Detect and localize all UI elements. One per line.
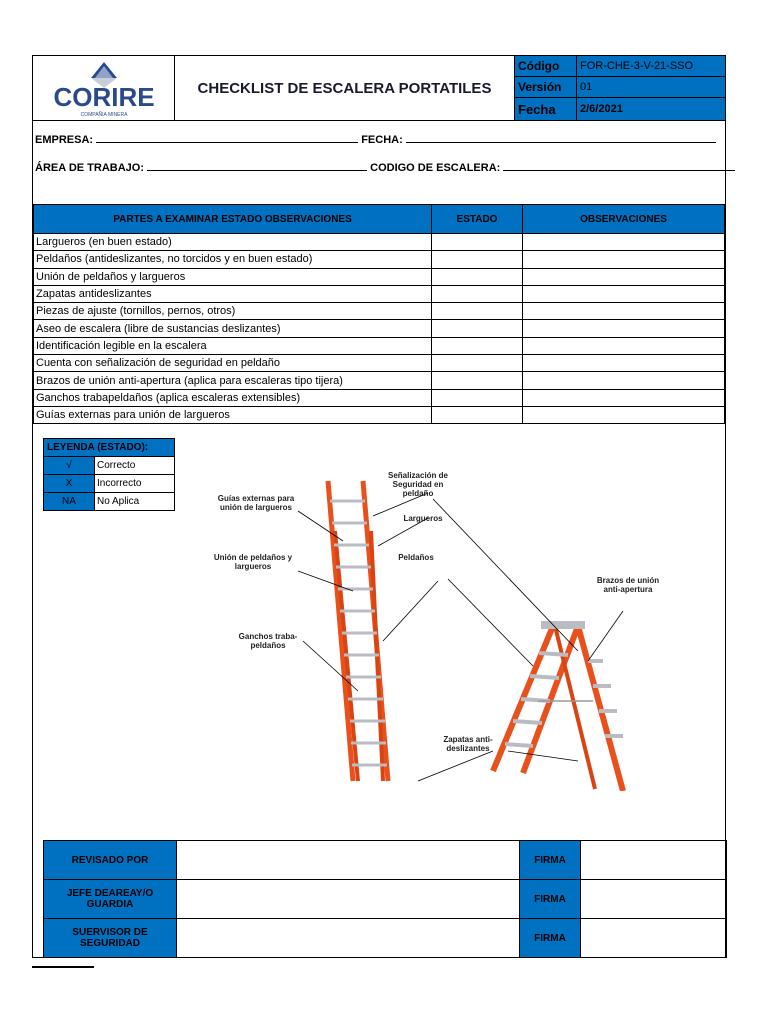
checklist-item-label: Zapatas antideslizantes bbox=[34, 285, 432, 302]
observaciones-cell[interactable] bbox=[523, 406, 725, 423]
empresa-field[interactable] bbox=[96, 132, 358, 143]
observaciones-cell[interactable] bbox=[523, 234, 725, 251]
estado-cell[interactable] bbox=[432, 355, 523, 372]
signature-role: REVISADO POR bbox=[44, 841, 177, 880]
empresa-line bbox=[35, 132, 716, 146]
observaciones-cell[interactable] bbox=[523, 285, 725, 302]
observaciones-cell[interactable] bbox=[523, 251, 725, 268]
firma-label: FIRMA bbox=[520, 841, 581, 880]
checklist-item-label: Ganchos trabapeldaños (aplica escaleras extensibles) bbox=[34, 389, 432, 406]
corire-logo-icon bbox=[33, 56, 175, 121]
label-peldanos: Peldaños bbox=[398, 553, 434, 562]
legend-title: LEYENDA (ESTADO): bbox=[44, 439, 174, 457]
checklist-row bbox=[34, 268, 725, 285]
legend-symbol: X bbox=[44, 475, 95, 492]
label-largueros: Largueros bbox=[403, 514, 443, 523]
label-senalizacion: Señalización de Seguridad en peldaño bbox=[387, 471, 449, 498]
checklist-item-label: Brazos de unión anti-apertura (aplica para escaleras tipo tijera) bbox=[34, 372, 432, 389]
meta-key: Fecha bbox=[515, 98, 577, 120]
legend-text: Incorrecto bbox=[97, 478, 142, 489]
checklist-row bbox=[34, 285, 725, 302]
area-line bbox=[35, 160, 735, 174]
signature-table bbox=[43, 840, 727, 958]
meta-value: 2/6/2021 bbox=[580, 103, 623, 115]
meta-row-codigo bbox=[515, 56, 725, 77]
checklist-row bbox=[34, 234, 725, 251]
signature-role: JEFE DEAREAY/O GUARDIA bbox=[44, 880, 177, 919]
signature-row bbox=[44, 880, 727, 919]
checklist-row bbox=[34, 355, 725, 372]
signature-name-field[interactable] bbox=[177, 841, 520, 880]
checklist-sheet bbox=[32, 55, 726, 958]
codigo-field[interactable] bbox=[503, 160, 735, 171]
legend-text: Correcto bbox=[97, 460, 136, 471]
col-header-partes: PARTES A EXAMINAR ESTADO OBSERVACIONES bbox=[34, 205, 432, 234]
extension-ladder-icon bbox=[328, 481, 388, 781]
signature-row bbox=[44, 841, 727, 880]
legend-row bbox=[44, 493, 174, 510]
observaciones-cell[interactable] bbox=[523, 320, 725, 337]
fecha-label: FECHA: bbox=[361, 134, 403, 146]
estado-cell[interactable] bbox=[432, 251, 523, 268]
observaciones-cell[interactable] bbox=[523, 355, 725, 372]
firma-field[interactable] bbox=[581, 841, 727, 880]
label-brazos: Brazos de unión anti-apertura bbox=[596, 576, 660, 594]
checklist-table bbox=[33, 204, 725, 424]
checklist-item-label: Guías externas para unión de largueros bbox=[34, 406, 432, 423]
col-header-observaciones: OBSERVACIONES bbox=[523, 205, 725, 234]
estado-cell[interactable] bbox=[432, 406, 523, 423]
meta-value: FOR-CHE-3-V-21-SSO bbox=[580, 60, 694, 72]
meta-row-version bbox=[515, 77, 725, 98]
step-ladder-icon bbox=[493, 621, 623, 791]
legend-box bbox=[43, 438, 175, 511]
signature-row bbox=[44, 919, 727, 958]
document-title: CHECKLIST DE ESCALERA PORTATILES bbox=[175, 56, 515, 121]
legend-row bbox=[44, 457, 174, 475]
checklist-item-label: Aseo de escalera (libre de sustancias deslizantes) bbox=[34, 320, 432, 337]
firma-field[interactable] bbox=[581, 919, 727, 958]
checklist-row bbox=[34, 389, 725, 406]
checklist-item-label: Largueros (en buen estado) bbox=[34, 234, 432, 251]
legend-text: No Aplica bbox=[97, 496, 140, 507]
meta-row-fecha bbox=[515, 98, 725, 121]
estado-cell[interactable] bbox=[432, 372, 523, 389]
logo-subtext: COMPAÑIA MINERA bbox=[80, 112, 128, 118]
legend-row bbox=[44, 475, 174, 493]
checklist-item-label: Peldaños (antideslizantes, no torcidos y en buen estado) bbox=[34, 251, 432, 268]
observaciones-cell[interactable] bbox=[523, 268, 725, 285]
estado-cell[interactable] bbox=[432, 234, 523, 251]
checklist-row bbox=[34, 337, 725, 354]
firma-label: FIRMA bbox=[520, 880, 581, 919]
checklist-body bbox=[34, 234, 725, 424]
checklist-row bbox=[34, 406, 725, 423]
label-union: Unión de peldaños y largueros bbox=[213, 553, 293, 571]
label-ganchos: Ganchos traba-peldaños bbox=[238, 632, 298, 650]
meta-key: Código bbox=[515, 56, 577, 76]
firma-label: FIRMA bbox=[520, 919, 581, 958]
checklist-item-label: Cuenta con señalización de seguridad en peldaño bbox=[34, 355, 432, 372]
signature-name-field[interactable] bbox=[177, 919, 520, 958]
label-zapatas: Zapatas anti-deslizantes bbox=[443, 735, 493, 753]
checklist-row bbox=[34, 251, 725, 268]
company-logo bbox=[33, 56, 175, 121]
observaciones-cell[interactable] bbox=[523, 372, 725, 389]
estado-cell[interactable] bbox=[432, 389, 523, 406]
checklist-row bbox=[34, 372, 725, 389]
meta-value: 01 bbox=[580, 81, 593, 93]
legend-symbol: NA bbox=[44, 493, 95, 510]
signature-role: SUERVISOR DE SEGURIDAD bbox=[44, 919, 177, 958]
estado-cell[interactable] bbox=[432, 303, 523, 320]
codigo-label: CODIGO DE ESCALERA: bbox=[370, 162, 501, 174]
area-field[interactable] bbox=[147, 160, 367, 171]
estado-cell[interactable] bbox=[432, 268, 523, 285]
estado-cell[interactable] bbox=[432, 285, 523, 302]
firma-field[interactable] bbox=[581, 880, 727, 919]
fecha-field[interactable] bbox=[406, 132, 716, 143]
meta-key: Versión bbox=[515, 77, 577, 97]
empresa-label: EMPRESA: bbox=[35, 134, 94, 146]
observaciones-cell[interactable] bbox=[523, 303, 725, 320]
legend-symbol: √ bbox=[44, 457, 95, 474]
area-label: ÁREA DE TRABAJO: bbox=[35, 162, 144, 174]
checklist-item-label: Identificación legible en la escalera bbox=[34, 337, 432, 354]
estado-cell[interactable] bbox=[432, 320, 523, 337]
observaciones-cell[interactable] bbox=[523, 337, 725, 354]
logo-text: CORIRE bbox=[53, 82, 155, 112]
col-header-estado: ESTADO bbox=[432, 205, 523, 234]
checklist-row bbox=[34, 303, 725, 320]
label-guias: Guías externas para unión de largueros bbox=[217, 494, 295, 512]
checklist-item-label: Piezas de ajuste (tornillos, pernos, otros) bbox=[34, 303, 432, 320]
footer-rule bbox=[32, 966, 94, 968]
signature-name-field[interactable] bbox=[177, 880, 520, 919]
checklist-item-label: Unión de peldaños y largueros bbox=[34, 268, 432, 285]
observaciones-cell[interactable] bbox=[523, 389, 725, 406]
checklist-row bbox=[34, 320, 725, 337]
estado-cell[interactable] bbox=[432, 337, 523, 354]
